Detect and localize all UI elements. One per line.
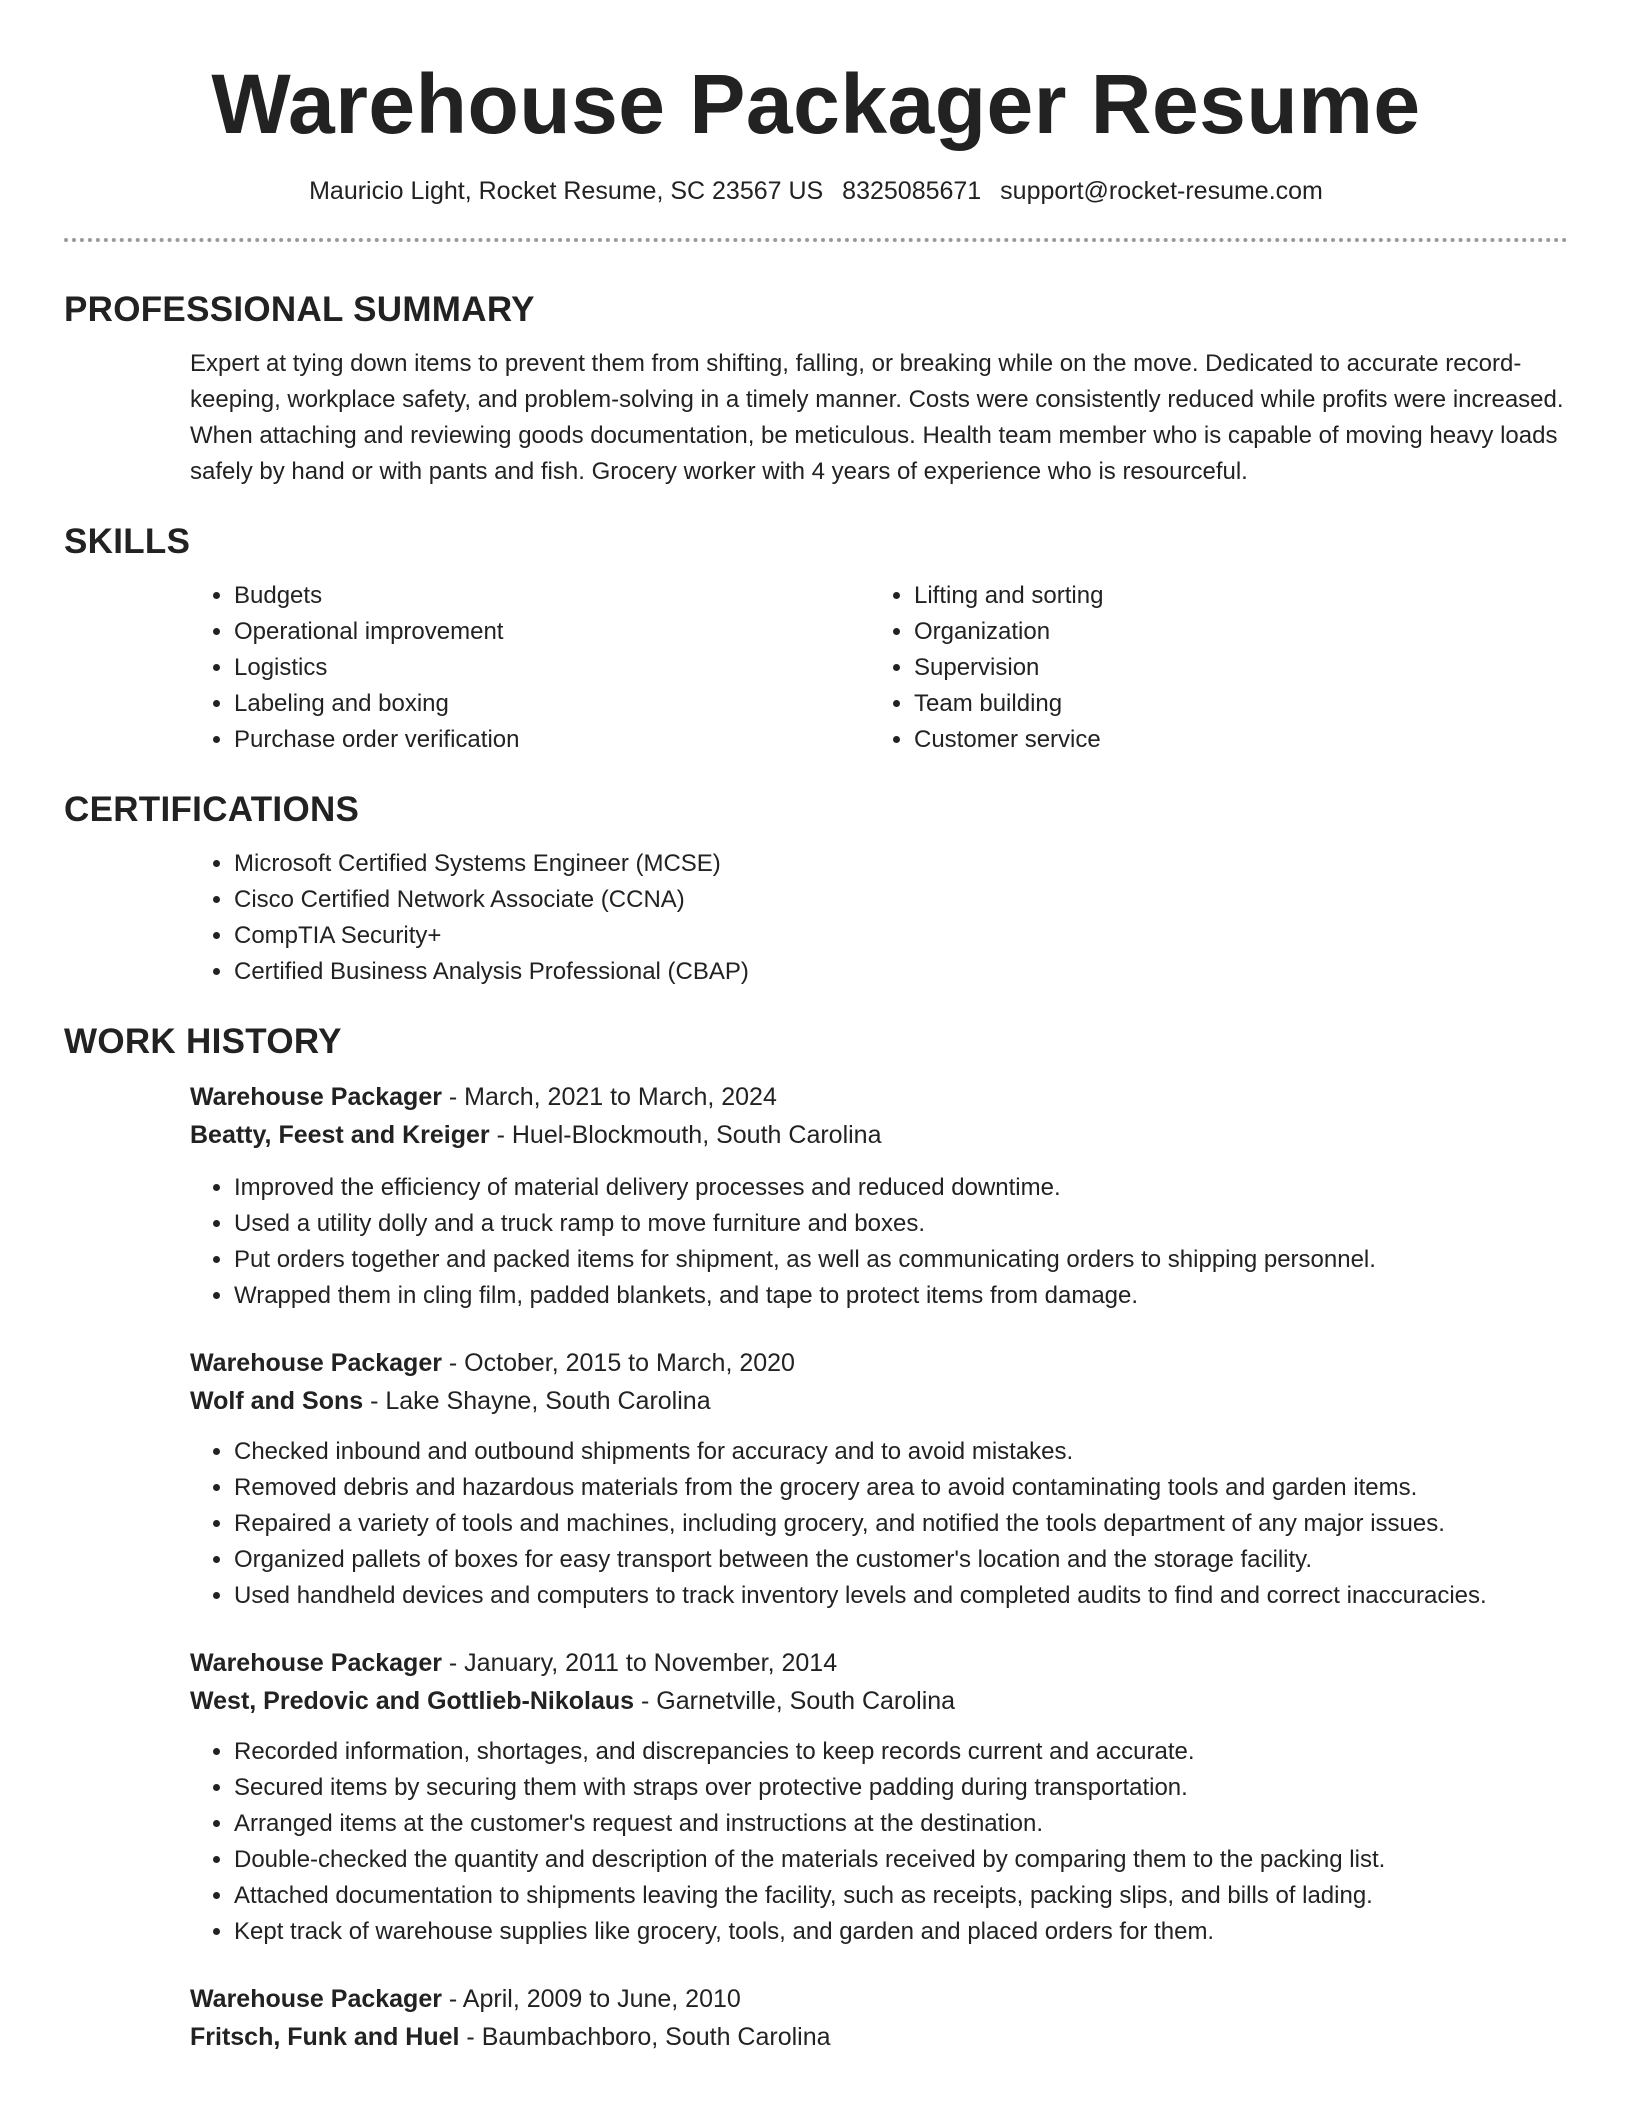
certification-item: • Certified Business Analysis Professional (CBAP) — [234, 954, 1568, 990]
skills-column-right — [870, 578, 1550, 758]
certifications-heading: CERTIFICATIONS — [64, 790, 360, 829]
skill-item: • Purchase order verification — [234, 722, 870, 758]
job-title-line — [190, 1344, 1568, 1382]
skill-item: • Supervision — [914, 650, 1550, 686]
job-dates: - April, 2009 to June, 2010 — [441, 1985, 741, 2013]
job-duty-item: • Organized pallets of boxes for easy transport between the customer's location and the storage facility. — [234, 1542, 1568, 1578]
job-duties — [190, 1734, 1568, 1950]
job-duty-item: • Used handheld devices and computers to track inventory levels and completed audits to find and correct inaccuracies. — [234, 1578, 1568, 1614]
contact-email: support@rocket-resume.com — [1000, 177, 1323, 205]
job-duty-item: • Kept track of warehouse supplies like grocery, tools, and garden and placed orders for them. — [234, 1914, 1568, 1950]
skill-item: • Lifting and sorting — [914, 578, 1550, 614]
certifications-list — [190, 846, 1568, 990]
certification-item: • CompTIA Security+ — [234, 918, 1568, 954]
job-entry — [190, 1980, 1568, 2056]
job-duty-item: • Recorded information, shortages, and discrepancies to keep records current and accurate. — [234, 1734, 1568, 1770]
certification-item: • Microsoft Certified Systems Engineer (MCSE) — [234, 846, 1568, 882]
job-title: Warehouse Packager — [190, 1083, 442, 1111]
skills-column-left — [190, 578, 870, 758]
job-title-line — [190, 1644, 1568, 1682]
resume-title: Warehouse Packager Resume — [211, 57, 1421, 151]
job-duties — [190, 1434, 1568, 1614]
resume-page — [64, 0, 1568, 2056]
job-title-line — [190, 1078, 1568, 1116]
job-duty-item: • Arranged items at the customer's request and instructions at the destination. — [234, 1806, 1568, 1842]
skill-item: • Organization — [914, 614, 1550, 650]
job-company: Beatty, Feest and Kreiger — [190, 1121, 490, 1149]
skill-item: • Logistics — [234, 650, 870, 686]
job-title: Warehouse Packager — [190, 1985, 442, 2013]
job-company-line — [190, 1682, 1568, 1720]
job-duty-item: • Wrapped them in cling film, padded blankets, and tape to protect items from damage. — [234, 1278, 1568, 1314]
skill-item: • Team building — [914, 686, 1550, 722]
job-duties — [190, 1170, 1568, 1314]
skills-list — [190, 578, 1568, 758]
job-entry — [190, 1078, 1568, 1314]
job-company-line — [190, 1382, 1568, 1420]
job-location: - Huel-Blockmouth, South Carolina — [489, 1121, 882, 1149]
contact-address: Mauricio Light, Rocket Resume, SC 23567 US — [309, 177, 824, 205]
job-duty-item: • Double-checked the quantity and description of the materials received by comparing them to the packing list. — [234, 1842, 1568, 1878]
contact-line — [64, 174, 1568, 208]
job-duty-item: • Used a utility dolly and a truck ramp to move furniture and boxes. — [234, 1206, 1568, 1242]
job-dates: - January, 2011 to November, 2014 — [441, 1649, 838, 1677]
job-entry — [190, 1344, 1568, 1614]
summary-text: Expert at tying down items to prevent them from shifting, falling, or breaking while on the move. Dedicated to accurate record-keeping, workplace safety, and problem-solving in a timely manner. Costs were consistently reduced while profits were increased. When attaching and reviewing goods documentation, be meticulous. Health team member who is capable of moving heavy loads safely by hand or with pants and fish. Grocery worker with 4 years of experience who is resourceful. — [190, 350, 1564, 485]
job-duty-item: • Removed debris and hazardous materials from the grocery area to avoid contaminating tools and garden items. — [234, 1470, 1568, 1506]
summary-heading: PROFESSIONAL SUMMARY — [64, 290, 535, 329]
job-company: West, Predovic and Gottlieb-Nikolaus — [190, 1687, 635, 1715]
job-location: - Garnetville, South Carolina — [634, 1687, 956, 1715]
job-location: - Baumbachboro, South Carolina — [459, 2023, 831, 2051]
job-entry — [190, 1644, 1568, 1950]
job-company-line — [190, 1116, 1568, 1154]
skill-item: • Customer service — [914, 722, 1550, 758]
job-dates: - October, 2015 to March, 2020 — [441, 1349, 795, 1377]
job-company: Wolf and Sons — [190, 1387, 364, 1415]
job-duty-item: • Secured items by securing them with straps over protective padding during transportation. — [234, 1770, 1568, 1806]
contact-phone: 8325085671 — [842, 177, 982, 205]
job-location: - Lake Shayne, South Carolina — [363, 1387, 711, 1415]
work-history-heading: WORK HISTORY — [64, 1022, 342, 1061]
job-dates: - March, 2021 to March, 2024 — [441, 1083, 777, 1111]
job-title: Warehouse Packager — [190, 1349, 442, 1377]
skill-item: • Labeling and boxing — [234, 686, 870, 722]
skill-item: • Budgets — [234, 578, 870, 614]
job-duty-item: • Improved the efficiency of material delivery processes and reduced downtime. — [234, 1170, 1568, 1206]
job-title-line — [190, 1980, 1568, 2018]
job-company-line — [190, 2018, 1568, 2056]
skills-heading: SKILLS — [64, 522, 191, 561]
job-company: Fritsch, Funk and Huel — [190, 2023, 460, 2051]
job-duty-item: • Repaired a variety of tools and machines, including grocery, and notified the tools department of any major issues. — [234, 1506, 1568, 1542]
job-duty-item: • Checked inbound and outbound shipments for accuracy and to avoid mistakes. — [234, 1434, 1568, 1470]
certification-item: • Cisco Certified Network Associate (CCNA) — [234, 882, 1568, 918]
job-duty-item: • Attached documentation to shipments leaving the facility, such as receipts, packing slips, and bills of lading. — [234, 1878, 1568, 1914]
header-divider — [64, 238, 1568, 242]
job-title: Warehouse Packager — [190, 1649, 442, 1677]
skill-item: • Operational improvement — [234, 614, 870, 650]
job-duty-item: • Put orders together and packed items for shipment, as well as communicating orders to shipping personnel. — [234, 1242, 1568, 1278]
